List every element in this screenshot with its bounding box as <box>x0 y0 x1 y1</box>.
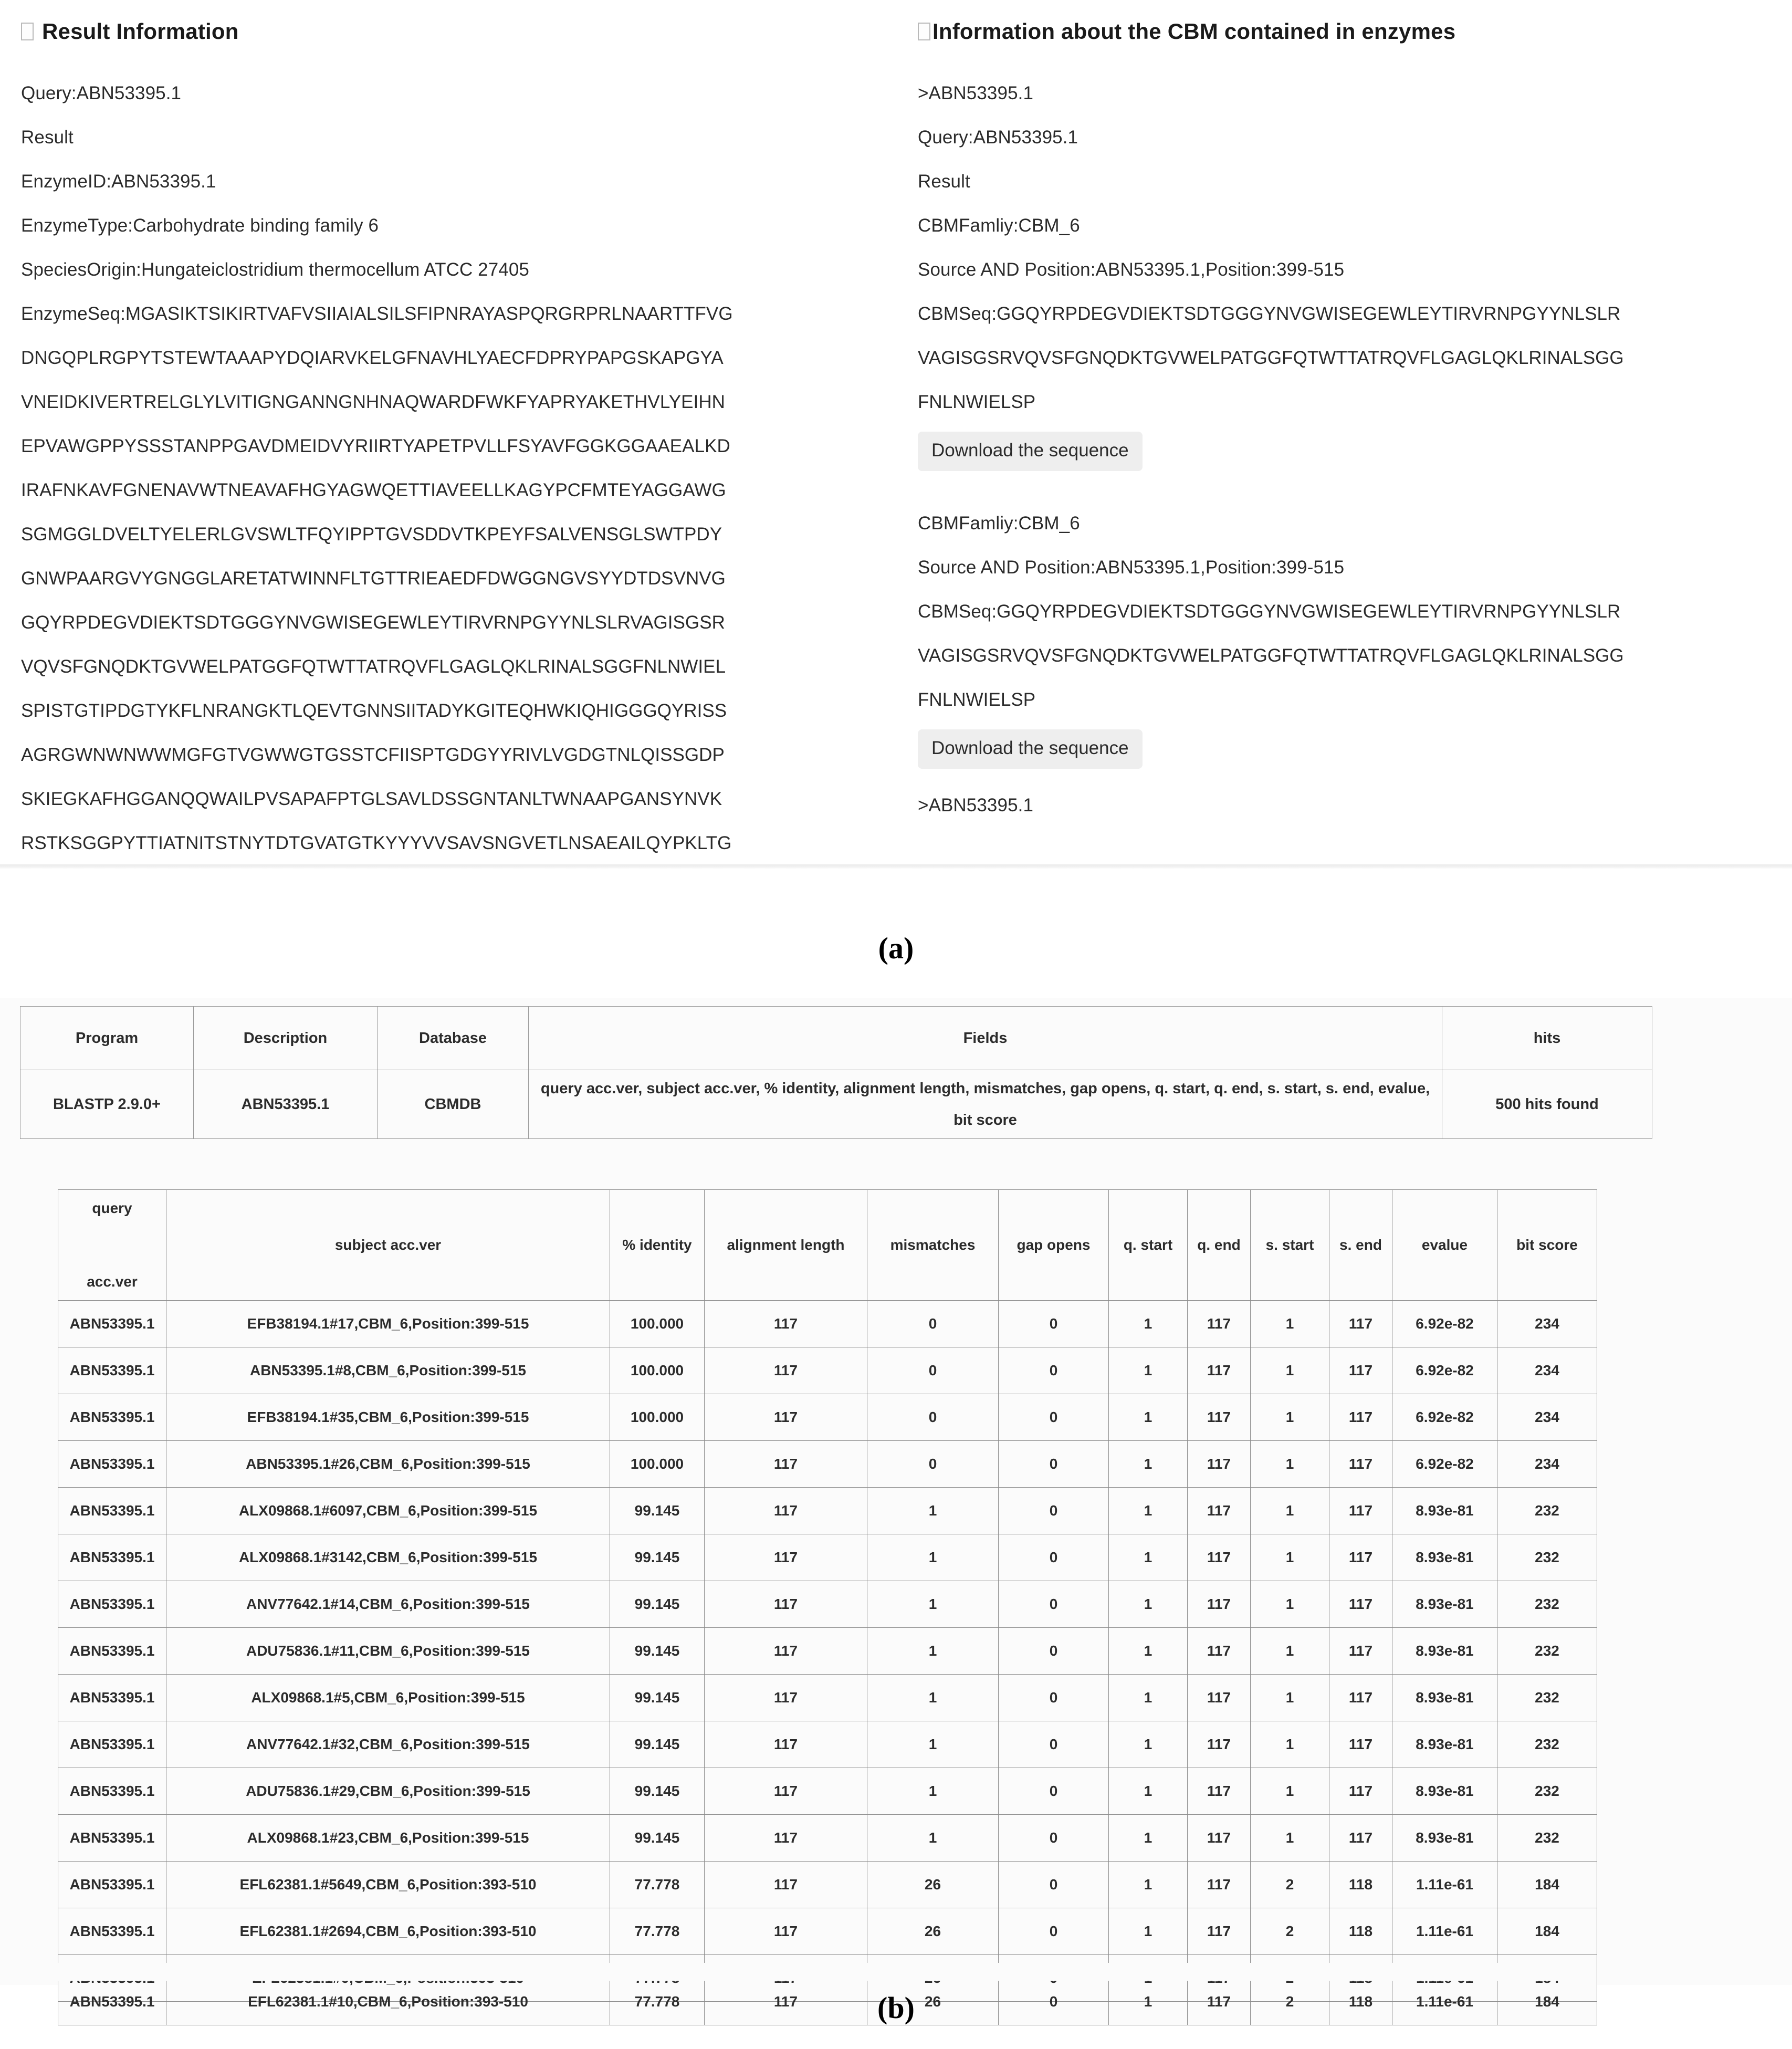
cell-percent-identity: 99.145 <box>610 1768 705 1815</box>
cell-s-end: 117 <box>1329 1441 1392 1488</box>
query-line: Query:ABN53395.1 <box>21 83 182 103</box>
cell-query-accver: ABN53395.1 <box>58 1628 166 1675</box>
cell-query-accver: ABN53395.1 <box>58 1815 166 1862</box>
panel-b-screenshot <box>0 998 1792 2010</box>
cell-evalue: 6.92e-82 <box>1392 1441 1497 1488</box>
cell-gap-opens: 0 <box>999 1815 1109 1862</box>
summary-header-row <box>20 1007 1652 1070</box>
cell-q-start: 1 <box>1109 1394 1188 1441</box>
cell-s-start: 2 <box>1251 1908 1329 1955</box>
cell-alignment-length: 117 <box>705 2002 867 2025</box>
cell-gap-opens: 0 <box>999 1675 1109 1721</box>
cell-s-end: 117 <box>1329 1534 1392 1581</box>
cell-s-start: 2 <box>1251 2002 1329 2025</box>
summary-cell-fields: query acc.ver, subject acc.ver, % identity, alignment length, mismatches, gap opens, q. start, q. end, s. start, s. end, evalue, bit score <box>529 1070 1442 1139</box>
cell-q-end: 117 <box>1188 1488 1251 1534</box>
cell-s-end: 117 <box>1329 1628 1392 1675</box>
cell-percent-identity: 100.000 <box>610 1441 705 1488</box>
cell-q-start: 1 <box>1109 1721 1188 1768</box>
cell-s-start: 1 <box>1251 1628 1329 1675</box>
table-row <box>58 1815 1597 1862</box>
cell-percent-identity: 100.000 <box>610 1301 705 1347</box>
table-row <box>58 1908 1597 1955</box>
table-row <box>58 1347 1597 1394</box>
cell-mismatches: 1 <box>867 1534 999 1581</box>
cell-query-accver: ABN53395.1 <box>58 1347 166 1394</box>
cell-s-end: 117 <box>1329 1675 1392 1721</box>
cell-subject-accver: ANV77642.1#32,CBM_6,Position:399-515 <box>166 1721 610 1768</box>
cell-alignment-length: 117 <box>705 1441 867 1488</box>
cell-evalue: 6.92e-82 <box>1392 1301 1497 1347</box>
enzyme-seq-line-8: VQVSFGNQDKTGVWELPATGGFQTWTTATRQVFLGAGLQKLRINALSGGFNLNWIEL <box>21 656 726 677</box>
cell-percent-identity: 77.778 <box>610 1862 705 1908</box>
cell-q-start: 1 <box>1109 1815 1188 1862</box>
block-spacer <box>918 769 1779 783</box>
cell-s-end: 117 <box>1329 1815 1392 1862</box>
enzyme-seq-line-7: GQYRPDEGVDIEKTSDTGGGYNVGWISEGEWLEYTIRVRNPGYYNLSLRVAGISGSR <box>21 612 725 633</box>
cell-s-start: 1 <box>1251 1675 1329 1721</box>
summary-data-row <box>20 1070 1652 1139</box>
cell-alignment-length: 117 <box>705 1721 867 1768</box>
table-row <box>58 1581 1597 1628</box>
cell-query-accver: ABN53395.1 <box>58 1394 166 1441</box>
col-header-q-start: q. start <box>1109 1190 1188 1301</box>
cell-alignment-length: 117 <box>705 1628 867 1675</box>
cell-subject-accver: ALX09868.1#23,CBM_6,Position:399-515 <box>166 1815 610 1862</box>
blast-results-table <box>58 1189 1597 2025</box>
cell-mismatches: 1 <box>867 1815 999 1862</box>
missing-glyph-box-icon <box>918 23 930 40</box>
cell-bit-score: 232 <box>1497 1488 1597 1534</box>
col-header-alignment-length: alignment length <box>705 1190 867 1301</box>
cell-mismatches: 0 <box>867 1347 999 1394</box>
cell-mismatches: 1 <box>867 1628 999 1675</box>
enzyme-seq-line-4: IRAFNKAVFGNENAVWTNEAVAFHGYAGWQETTIAVEELLKAGYPCFMTEYAGGAWG <box>21 480 726 500</box>
col-header-mismatches: mismatches <box>867 1190 999 1301</box>
table-row <box>58 1534 1597 1581</box>
col-header-query-accver <box>58 1190 166 1301</box>
table-bottom-fade <box>58 1963 1596 1981</box>
summary-cell-program: BLASTP 2.9.0+ <box>20 1070 194 1139</box>
cell-subject-accver: ALX09868.1#6097,CBM_6,Position:399-515 <box>166 1488 610 1534</box>
enzyme-seq-line-11: SKIEGKAFHGGANQQWAILPVSAPAFPTGLSAVLDSSGNTANLTWNAAPGANSYNVK <box>21 789 722 809</box>
cell-evalue: 8.93e-81 <box>1392 1534 1497 1581</box>
cell-q-start: 1 <box>1109 1301 1188 1347</box>
fasta-header-line-trailing: >ABN53395.1 <box>918 795 1034 816</box>
cell-q-start: 1 <box>1109 1908 1188 1955</box>
cell-query-accver: ABN53395.1 <box>58 1581 166 1628</box>
cell-q-start: 1 <box>1109 1581 1188 1628</box>
results-body <box>58 1301 1597 2025</box>
cell-q-start: 1 <box>1109 1534 1188 1581</box>
cell-q-end: 117 <box>1188 1675 1251 1721</box>
fasta-header-line: >ABN53395.1 <box>918 83 1034 103</box>
cell-bit-score: 232 <box>1497 1581 1597 1628</box>
cell-bit-score: 234 <box>1497 1347 1597 1394</box>
enzyme-seq-line-0: EnzymeSeq:MGASIKTSIKIRTVAFVSIIAIALSILSFIPNRAYASPQRGRPRLNAARTTFVG <box>21 304 733 324</box>
cell-s-start: 1 <box>1251 1534 1329 1581</box>
enzyme-seq-line-9: SPISTGTIPDGTYKFLNRANGKTLQEVTGNNSIITADYKGITEQHWKIQHIGGGQYRISS <box>21 701 727 721</box>
cell-percent-identity: 77.778 <box>610 1908 705 1955</box>
cell-s-start: 1 <box>1251 1721 1329 1768</box>
result-line: Result <box>21 127 74 148</box>
cell-mismatches: 26 <box>867 2002 999 2025</box>
cell-s-start: 1 <box>1251 1488 1329 1534</box>
cell-q-start: 1 <box>1109 1628 1188 1675</box>
col-header-bit-score: bit score <box>1497 1190 1597 1301</box>
cell-q-end: 117 <box>1188 1768 1251 1815</box>
table-row <box>58 1768 1597 1815</box>
cell-q-end: 117 <box>1188 1441 1251 1488</box>
cell-percent-identity: 99.145 <box>610 1488 705 1534</box>
cell-s-start: 1 <box>1251 1768 1329 1815</box>
query-line: Query:ABN53395.1 <box>918 127 1078 148</box>
cell-percent-identity: 99.145 <box>610 1581 705 1628</box>
cell-alignment-length: 117 <box>705 1534 867 1581</box>
cell-evalue: 8.93e-81 <box>1392 1488 1497 1534</box>
cell-alignment-length: 117 <box>705 1908 867 1955</box>
table-row <box>58 1441 1597 1488</box>
cbm-information-heading <box>918 19 1779 44</box>
summary-cell-description: ABN53395.1 <box>194 1070 378 1139</box>
cell-s-end: 118 <box>1329 2002 1392 2025</box>
cell-evalue: 8.93e-81 <box>1392 1581 1497 1628</box>
cell-subject-accver: EFL62381.1#2694,CBM_6,Position:393-510 <box>166 1908 610 1955</box>
cell-q-start: 1 <box>1109 1675 1188 1721</box>
cell-s-end: 117 <box>1329 1768 1392 1815</box>
cbm-seq-line-1: CBMSeq:GGQYRPDEGVDIEKTSDTGGGYNVGWISEGEWLEYTIRVRNPGYYNLSLR <box>918 601 1621 622</box>
block-spacer <box>918 471 1779 501</box>
result-information-column <box>21 0 893 865</box>
cell-subject-accver: EFB38194.1#35,CBM_6,Position:399-515 <box>166 1394 610 1441</box>
col-header-percent-identity: % identity <box>610 1190 705 1301</box>
missing-glyph-box-icon <box>21 23 34 40</box>
cell-query-accver: ABN53395.1 <box>58 1441 166 1488</box>
cell-subject-accver: ABN53395.1#8,CBM_6,Position:399-515 <box>166 1347 610 1394</box>
cell-alignment-length: 117 <box>705 1488 867 1534</box>
cell-s-end: 118 <box>1329 1908 1392 1955</box>
blast-results-table-wrap <box>58 1189 1596 2025</box>
cell-percent-identity: 99.145 <box>610 1628 705 1675</box>
enzyme-seq-line-5: SGMGGLDVELTYELERLGVSWLTFQYIPPTGVSDDVTKPEYFSALVENSGLSWTPDY <box>21 524 722 545</box>
cell-s-start: 1 <box>1251 1581 1329 1628</box>
cell-query-accver: ABN53395.1 <box>58 1862 166 1908</box>
summary-cell-database: CBMDB <box>378 1070 529 1139</box>
result-information-title: Result Information <box>42 19 239 44</box>
result-line: Result <box>918 171 970 192</box>
cell-bit-score: 232 <box>1497 1768 1597 1815</box>
cell-gap-opens: 0 <box>999 1441 1109 1488</box>
cell-evalue: 8.93e-81 <box>1392 1768 1497 1815</box>
result-information-heading <box>21 19 893 44</box>
cell-subject-accver: EFB38194.1#17,CBM_6,Position:399-515 <box>166 1301 610 1347</box>
summary-header-description: Description <box>194 1007 378 1070</box>
cell-evalue: 6.92e-82 <box>1392 1394 1497 1441</box>
cell-gap-opens: 0 <box>999 1721 1109 1768</box>
summary-header-program: Program <box>20 1007 194 1070</box>
cell-mismatches: 0 <box>867 1394 999 1441</box>
cell-percent-identity: 100.000 <box>610 1347 705 1394</box>
cell-s-start: 1 <box>1251 1815 1329 1862</box>
cbm-seq-line-1: CBMSeq:GGQYRPDEGVDIEKTSDTGGGYNVGWISEGEWLEYTIRVRNPGYYNLSLR <box>918 304 1621 324</box>
cell-bit-score: 234 <box>1497 1394 1597 1441</box>
cell-alignment-length: 117 <box>705 1862 867 1908</box>
col-header-query-accver-line1: query <box>92 1200 132 1216</box>
cell-evalue: 8.93e-81 <box>1392 1628 1497 1675</box>
cell-alignment-length: 117 <box>705 1347 867 1394</box>
cell-s-end: 117 <box>1329 1581 1392 1628</box>
col-header-gap-opens: gap opens <box>999 1190 1109 1301</box>
summary-cell-hits: 500 hits found <box>1442 1070 1652 1139</box>
cell-gap-opens: 0 <box>999 1347 1109 1394</box>
table-row <box>58 1862 1597 1908</box>
cell-alignment-length: 117 <box>705 1581 867 1628</box>
enzyme-seq-line-3: EPVAWGPPYSSSTANPPGAVDMEIDVYRIIRTYAPETPVLLFSYAVFGGKGGAAEALKD <box>21 436 730 456</box>
cell-s-end: 117 <box>1329 1721 1392 1768</box>
cell-alignment-length: 117 <box>705 1768 867 1815</box>
cell-alignment-length: 117 <box>705 1675 867 1721</box>
download-sequence-button[interactable]: Download the sequence <box>918 729 1143 769</box>
cell-subject-accver: ANV77642.1#14,CBM_6,Position:399-515 <box>166 1581 610 1628</box>
cbm-seq-line-2: VAGISGSRVQVSFGNQDKTGVWELPATGGFQTWTTATRQVFLGAGLQKLRINALSGG <box>918 348 1624 368</box>
cell-q-start: 1 <box>1109 1441 1188 1488</box>
cell-bit-score: 232 <box>1497 1721 1597 1768</box>
cell-bit-score: 234 <box>1497 1441 1597 1488</box>
cell-gap-opens: 0 <box>999 1908 1109 1955</box>
enzyme-type-line: EnzymeType:Carbohydrate binding family 6 <box>21 215 379 236</box>
cell-gap-opens: 0 <box>999 1488 1109 1534</box>
cell-q-end: 117 <box>1188 1815 1251 1862</box>
summary-header-fields: Fields <box>529 1007 1442 1070</box>
cell-q-start: 1 <box>1109 2002 1188 2025</box>
table-row <box>58 1628 1597 1675</box>
cell-bit-score: 232 <box>1497 1815 1597 1862</box>
cell-bit-score: 184 <box>1497 1862 1597 1908</box>
cell-query-accver: ABN53395.1 <box>58 1908 166 1955</box>
cell-evalue: 8.93e-81 <box>1392 1721 1497 1768</box>
cell-percent-identity: 100.000 <box>610 1394 705 1441</box>
col-header-evalue: evalue <box>1392 1190 1497 1301</box>
cell-bit-score: 184 <box>1497 2002 1597 2025</box>
cbm-information-title: Information about the CBM contained in enzymes <box>932 19 1456 44</box>
cell-query-accver: ABN53395.1 <box>58 1675 166 1721</box>
cell-query-accver: ABN53395.1 <box>58 1721 166 1768</box>
cell-q-start: 1 <box>1109 1488 1188 1534</box>
cbm-seq-line-3: FNLNWIELSP <box>918 689 1036 710</box>
cell-bit-score: 232 <box>1497 1628 1597 1675</box>
table-row <box>58 1301 1597 1347</box>
cell-bit-score: 234 <box>1497 1301 1597 1347</box>
cell-subject-accver: ALX09868.1#5,CBM_6,Position:399-515 <box>166 1675 610 1721</box>
enzyme-seq-line-1: DNGQPLRGPYTSTEWTAAAPYDQIARVKELGFNAVHLYAECFDPRYPAPGSKAPGYA <box>21 348 724 368</box>
cell-mismatches: 1 <box>867 1581 999 1628</box>
cell-bit-score: 184 <box>1497 1908 1597 1955</box>
cell-q-start: 1 <box>1109 1862 1188 1908</box>
enzyme-seq-line-6: GNWPAARGVYGNGGLARETATWINNFLTGTTRIEAEDFDWGGNGVSYYDTDSVNVG <box>21 568 726 589</box>
table-row <box>58 1675 1597 1721</box>
cell-gap-opens: 0 <box>999 1581 1109 1628</box>
cell-percent-identity: 99.145 <box>610 1721 705 1768</box>
cell-mismatches: 26 <box>867 1862 999 1908</box>
species-origin-line: SpeciesOrigin:Hungateiclostridium thermocellum ATCC 27405 <box>21 259 529 280</box>
results-header-row <box>58 1190 1597 1301</box>
col-header-s-start: s. start <box>1251 1190 1329 1301</box>
cell-subject-accver: ALX09868.1#3142,CBM_6,Position:399-515 <box>166 1534 610 1581</box>
cbm-block <box>918 501 1779 769</box>
cell-percent-identity: 99.145 <box>610 1815 705 1862</box>
cell-query-accver: ABN53395.1 <box>58 1768 166 1815</box>
cell-percent-identity: 77.778 <box>610 2002 705 2025</box>
cell-s-start: 2 <box>1251 1862 1329 1908</box>
cbm-family-line: CBMFamliy:CBM_6 <box>918 513 1080 534</box>
cell-mismatches: 1 <box>867 1721 999 1768</box>
cell-s-start: 1 <box>1251 1301 1329 1347</box>
panel-a-bottom-rule <box>0 864 1792 869</box>
table-row <box>58 1721 1597 1768</box>
figure-caption-b: (b) <box>877 1991 915 2025</box>
cell-subject-accver: EFL62381.1#10,CBM_6,Position:393-510 <box>166 2002 610 2025</box>
cell-s-start: 1 <box>1251 1441 1329 1488</box>
cell-query-accver: ABN53395.1 <box>58 2002 166 2025</box>
cell-gap-opens: 0 <box>999 1862 1109 1908</box>
cell-q-end: 117 <box>1188 1394 1251 1441</box>
table-row <box>58 1394 1597 1441</box>
cell-mismatches: 26 <box>867 1908 999 1955</box>
cell-gap-opens: 0 <box>999 1534 1109 1581</box>
cell-s-end: 117 <box>1329 1301 1392 1347</box>
cbm-source-position-line: Source AND Position:ABN53395.1,Position:399-515 <box>918 259 1345 280</box>
col-header-q-end: q. end <box>1188 1190 1251 1301</box>
cell-s-end: 118 <box>1329 1862 1392 1908</box>
cell-q-end: 117 <box>1188 1581 1251 1628</box>
table-row <box>58 1488 1597 1534</box>
col-header-s-end: s. end <box>1329 1190 1392 1301</box>
cell-q-end: 117 <box>1188 1721 1251 1768</box>
cell-alignment-length: 117 <box>705 1394 867 1441</box>
cell-q-end: 117 <box>1188 1862 1251 1908</box>
figure-caption-a: (a) <box>878 931 914 965</box>
cell-evalue: 8.93e-81 <box>1392 1815 1497 1862</box>
enzyme-seq-line-12: RSTKSGGPYTTIATNITSTNYTDTGVATGTKYYYVVSAVSNGVETLNSAEAILQYPKLTG <box>21 833 732 853</box>
cell-s-end: 117 <box>1329 1394 1392 1441</box>
enzyme-seq-line-2: VNEIDKIVERTRELGLYLVITIGNGANNGNHNAQWARDFWKFYAPRYAKETHVLYEIHN <box>21 392 725 412</box>
cell-evalue: 1.11e-61 <box>1392 1862 1497 1908</box>
cell-q-end: 117 <box>1188 1908 1251 1955</box>
cell-percent-identity: 99.145 <box>610 1675 705 1721</box>
enzyme-id-line: EnzymeID:ABN53395.1 <box>21 171 216 192</box>
cell-subject-accver: ADU75836.1#29,CBM_6,Position:399-515 <box>166 1768 610 1815</box>
cbm-information-column <box>918 0 1779 828</box>
cell-q-start: 1 <box>1109 1347 1188 1394</box>
cell-alignment-length: 117 <box>705 1815 867 1862</box>
cell-s-end: 117 <box>1329 1488 1392 1534</box>
cell-bit-score: 232 <box>1497 1675 1597 1721</box>
cell-gap-opens: 0 <box>999 1628 1109 1675</box>
cell-q-end: 117 <box>1188 1301 1251 1347</box>
cell-evalue: 6.92e-82 <box>1392 1347 1497 1394</box>
cell-s-end: 117 <box>1329 1347 1392 1394</box>
cell-evalue: 1.11e-61 <box>1392 1908 1497 1955</box>
summary-header-hits: hits <box>1442 1007 1652 1070</box>
cell-bit-score: 232 <box>1497 1534 1597 1581</box>
cell-q-end: 117 <box>1188 1347 1251 1394</box>
cell-gap-opens: 0 <box>999 1394 1109 1441</box>
cell-q-start: 1 <box>1109 1768 1188 1815</box>
col-header-subject-accver: subject acc.ver <box>166 1190 610 1301</box>
cell-query-accver: ABN53395.1 <box>58 1488 166 1534</box>
cell-q-end: 117 <box>1188 1628 1251 1675</box>
summary-header-database: Database <box>378 1007 529 1070</box>
cell-gap-opens: 0 <box>999 1301 1109 1347</box>
cell-mismatches: 1 <box>867 1675 999 1721</box>
cell-evalue: 1.11e-61 <box>1392 2002 1497 2025</box>
cell-percent-identity: 99.145 <box>610 1534 705 1581</box>
cell-q-end: 117 <box>1188 1534 1251 1581</box>
download-sequence-button[interactable]: Download the sequence <box>918 432 1143 471</box>
cell-subject-accver: EFL62381.1#5649,CBM_6,Position:393-510 <box>166 1862 610 1908</box>
cbm-family-line: CBMFamliy:CBM_6 <box>918 215 1080 236</box>
cell-subject-accver: ABN53395.1#26,CBM_6,Position:399-515 <box>166 1441 610 1488</box>
cbm-seq-line-2: VAGISGSRVQVSFGNQDKTGVWELPATGGFQTWTTATRQVFLGAGLQKLRINALSGG <box>918 645 1624 666</box>
blast-summary-table-wrap <box>20 1006 1652 1139</box>
cell-query-accver: ABN53395.1 <box>58 1301 166 1347</box>
cell-query-accver: ABN53395.1 <box>58 1534 166 1581</box>
cell-gap-opens: 0 <box>999 2002 1109 2025</box>
cell-s-start: 1 <box>1251 1394 1329 1441</box>
cell-gap-opens: 0 <box>999 1768 1109 1815</box>
cell-s-start: 1 <box>1251 1347 1329 1394</box>
col-header-query-accver-line2: acc.ver <box>87 1273 138 1290</box>
cell-alignment-length: 117 <box>705 1301 867 1347</box>
cbm-source-position-line: Source AND Position:ABN53395.1,Position:399-515 <box>918 557 1345 578</box>
cbm-block <box>918 204 1779 471</box>
enzyme-seq-line-10: AGRGWNWNWWMGFGTVGWWGTGSSTCFIISPTGDGYYRIVLVGDGTNLQISSGDP <box>21 745 725 765</box>
cbm-seq-line-3: FNLNWIELSP <box>918 392 1036 412</box>
cell-q-end: 117 <box>1188 2002 1251 2025</box>
blast-summary-table <box>20 1006 1652 1139</box>
panel-a-screenshot <box>0 0 1792 864</box>
cell-mismatches: 0 <box>867 1301 999 1347</box>
cell-mismatches: 1 <box>867 1488 999 1534</box>
cell-mismatches: 1 <box>867 1768 999 1815</box>
cell-evalue: 8.93e-81 <box>1392 1675 1497 1721</box>
cell-mismatches: 0 <box>867 1441 999 1488</box>
cell-subject-accver: ADU75836.1#11,CBM_6,Position:399-515 <box>166 1628 610 1675</box>
